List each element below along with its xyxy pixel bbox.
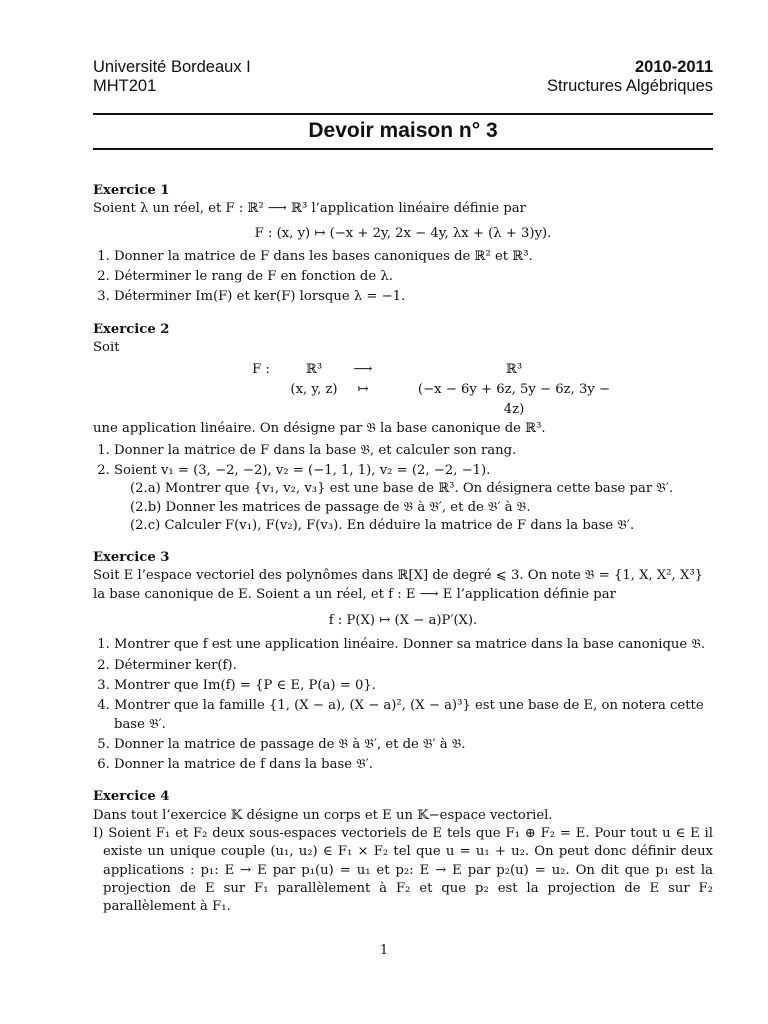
exercise-1-questions bbox=[93, 248, 713, 307]
exercise-2-heading: Exercice 2 bbox=[93, 321, 170, 337]
header-top-rule bbox=[93, 113, 713, 115]
map-domain: ℝ³ bbox=[305, 362, 323, 378]
list-item: 5. Donner la matrice de passage de 𝔅 à 𝔅′, et de 𝔅′ à 𝔅. bbox=[114, 736, 713, 754]
list-item: 6. Donner la matrice de f dans la base 𝔅′. bbox=[114, 756, 713, 774]
page-title: Devoir maison n° 3 bbox=[308, 119, 498, 142]
academic-year: 2010-2011 bbox=[635, 58, 713, 76]
exercise-2-after: une application linéaire. On désigne par 𝔅 la base canonique de ℝ³. bbox=[93, 421, 546, 437]
list-item: 2. Déterminer le rang de F en fonction de λ. bbox=[114, 268, 713, 286]
list-item: 1. Montrer que f est une application linéaire. Donner sa matrice dans la base canonique 𝔅. bbox=[114, 636, 713, 654]
list-item: 3. Déterminer Im(F) et ker(F) lorsque λ = −1. bbox=[114, 288, 713, 306]
exercise-1-intro: Soient λ un réel, et F : ℝ² ⟶ ℝ³ l’application linéaire définie par bbox=[93, 201, 526, 217]
exercise-4-intro: Dans tout l’exercice 𝕂 désigne un corps et E un 𝕂−espace vectoriel. bbox=[93, 807, 553, 823]
map-codomain: ℝ³ bbox=[505, 362, 523, 378]
map-name: F : bbox=[252, 362, 270, 378]
sub-item: (2.b) Donner les matrices de passage de 𝔅 à 𝔅′, et de 𝔅′ à 𝔅. bbox=[130, 499, 531, 515]
exercise-3-heading: Exercice 3 bbox=[93, 550, 170, 566]
exercise-3-formula: f : P(X) ↦ (X − a)P′(X). bbox=[328, 613, 478, 629]
list-item: 2. Déterminer ker(f). bbox=[114, 657, 713, 675]
exercise-2-intro: Soit bbox=[93, 340, 120, 356]
exercise-3-intro-line-1: Soit E l’espace vectoriel des polynômes dans ℝ[X] de degré ⩽ 3. On note 𝔅 = {1, X, X², X³} bbox=[93, 568, 704, 584]
exercise-1-formula: F : (x, y) ↦ (−x + 2y, 2x − 4y, λx + (λ + 3)y). bbox=[254, 225, 552, 241]
course-name: Structures Algébriques bbox=[546, 77, 713, 95]
exercise-3-intro-line-2: la base canonique de E. Soient a un réel, et f : E ⟶ E l’application définie par bbox=[93, 586, 616, 602]
sub-item: (2.c) Calculer F(v₁), F(v₂), F(v₃). En déduire la matrice de F dans la base 𝔅′. bbox=[130, 517, 635, 533]
exercise-3-questions bbox=[93, 636, 713, 774]
exercise-1-heading: Exercice 1 bbox=[93, 183, 170, 198]
sub-item: (2.a) Montrer que {v₁, v₂, v₃} est une base de ℝ³. On désignera cette base par 𝔅′. bbox=[130, 481, 674, 497]
list-item: 1. Donner la matrice de F dans la base 𝔅, et calculer son rang. bbox=[114, 442, 713, 460]
exercise-4-part-1: I) Soient F₁ et F₂ deux sous-espaces vectoriels de E tels que F₁ ⊕ F₂ = E. Pour tout u ∈ E il existe un unique couple (u₁, u₂) ∈ F₁ × F₂ tel que u = u₁ + u₂. On peut donc définir deux applications : p₁: E → E par p₁(u) = u₁ et p₂: E → E par p₂(u) = u₂. On dit que p₁ est la projection de E sur F₁ parallèlement à F₂ et que p₂ est la projection de E sur F₂ parallèlement à F₁. bbox=[93, 826, 713, 915]
course-code: MHT201 bbox=[93, 77, 157, 95]
university-name: Université Bordeaux I bbox=[93, 58, 251, 76]
map-arrow: ⟶ bbox=[353, 362, 373, 378]
exercise-2-questions bbox=[93, 442, 713, 535]
document-body bbox=[93, 182, 713, 917]
map-image: (−x − 6y + 6z, 5y − 6z, 3y − 4z) bbox=[417, 382, 611, 418]
map-variable: (x, y, z) bbox=[290, 382, 338, 398]
list-item: 1. Donner la matrice de F dans les bases canoniques de ℝ² et ℝ³. bbox=[114, 248, 713, 266]
exercise-4-heading: Exercice 4 bbox=[93, 789, 170, 805]
list-item: 4. Montrer que la famille {1, (X − a), (X − a)², (X − a)³} est une base de E, on notera cette base 𝔅′. bbox=[114, 697, 713, 734]
list-item-text: 2. Soient v₁ = (3, −2, −2), v₂ = (−1, 1, 1), v₂ = (2, −2, −1). bbox=[114, 462, 491, 478]
page-number: 1 bbox=[379, 943, 389, 958]
exercise-2-map-definition bbox=[233, 360, 713, 420]
header-bottom-rule bbox=[93, 148, 713, 150]
map-mapsto: ↦ bbox=[357, 382, 369, 398]
list-item bbox=[114, 462, 713, 535]
list-item: 3. Montrer que Im(f) = {P ∈ E, P(a) = 0}. bbox=[114, 677, 713, 695]
